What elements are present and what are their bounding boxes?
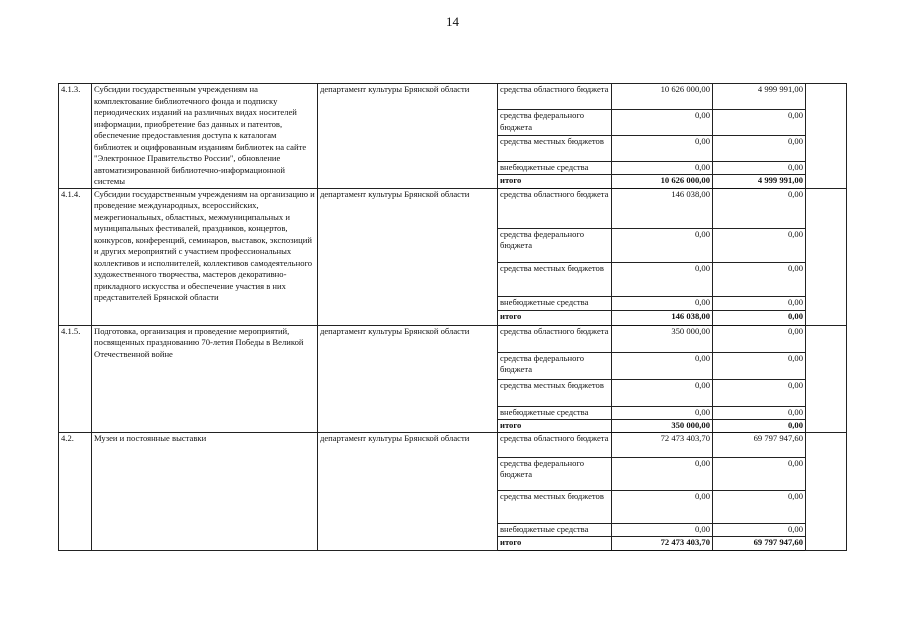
amount-actual: 0,00: [713, 490, 806, 523]
executor: департамент культуры Брянской области: [318, 188, 498, 325]
executor: департамент культуры Брянской области: [318, 84, 498, 189]
funding-source: итого: [498, 310, 612, 325]
amount-planned: 146 038,00: [612, 310, 713, 325]
amount-actual: 0,00: [713, 296, 806, 310]
funding-row: [59, 84, 847, 110]
funding-source: внебюджетные средства: [498, 162, 612, 175]
amount-actual: 0,00: [713, 523, 806, 536]
funding-source: внебюджетные средства: [498, 296, 612, 310]
amount-actual: 0,00: [713, 406, 806, 419]
item-number: 4.1.5.: [59, 325, 92, 432]
funding-row: [59, 188, 847, 228]
funding-source: внебюджетные средства: [498, 406, 612, 419]
funding-row: [59, 432, 847, 457]
funding-source: средства местных бюджетов: [498, 490, 612, 523]
empty-cell: [806, 188, 847, 325]
amount-actual: 0,00: [713, 136, 806, 162]
amount-planned: 0,00: [612, 523, 713, 536]
item-number: 4.1.3.: [59, 84, 92, 189]
amount-planned: 0,00: [612, 296, 713, 310]
amount-planned: 10 626 000,00: [612, 84, 713, 110]
amount-actual: 0,00: [713, 310, 806, 325]
funding-source: средства областного бюджета: [498, 432, 612, 457]
amount-planned: 0,00: [612, 162, 713, 175]
funding-source: средства областного бюджета: [498, 188, 612, 228]
amount-planned: 146 038,00: [612, 188, 713, 228]
amount-planned: 0,00: [612, 262, 713, 296]
amount-planned: 0,00: [612, 490, 713, 523]
funding-source: средства федерального бюджета: [498, 110, 612, 136]
amount-planned: 10 626 000,00: [612, 175, 713, 188]
amount-planned: 350 000,00: [612, 419, 713, 432]
amount-actual: 0,00: [713, 419, 806, 432]
item-number: 4.1.4.: [59, 188, 92, 325]
funding-source: средства федерального бюджета: [498, 457, 612, 490]
amount-planned: 0,00: [612, 110, 713, 136]
amount-actual: 4 999 991,00: [713, 84, 806, 110]
item-description: Музеи и постоянные выставки: [92, 432, 318, 550]
funding-source: средства местных бюджетов: [498, 262, 612, 296]
executor: департамент культуры Брянской области: [318, 432, 498, 550]
amount-planned: 72 473 403,70: [612, 536, 713, 550]
empty-cell: [806, 432, 847, 550]
page-number: 14: [446, 14, 459, 29]
amount-actual: 0,00: [713, 325, 806, 352]
amount-actual: 69 797 947,60: [713, 432, 806, 457]
funding-source: средства федерального бюджета: [498, 352, 612, 379]
funding-source: средства федерального бюджета: [498, 228, 612, 262]
funding-source: средства областного бюджета: [498, 84, 612, 110]
amount-actual: 0,00: [713, 352, 806, 379]
amount-actual: 4 999 991,00: [713, 175, 806, 188]
amount-actual: 69 797 947,60: [713, 536, 806, 550]
item-description: Субсидии государственным учреждениям на комплектование библиотечного фонда и подписку периодических изданий на различных видах носителей информации, приобретение баз данных и патентов, обеспечение предоставления доступа к каталогам библиотек и оцифрованным изданиям библиотек на сайте "Электронное Правительство России", обновление автоматизированной библиотечно-информационной системы: [92, 84, 318, 189]
funding-source: средства местных бюджетов: [498, 136, 612, 162]
funding-source: внебюджетные средства: [498, 523, 612, 536]
amount-planned: 0,00: [612, 228, 713, 262]
amount-actual: 0,00: [713, 228, 806, 262]
amount-actual: 0,00: [713, 162, 806, 175]
amount-planned: 350 000,00: [612, 325, 713, 352]
item-description: Подготовка, организация и проведение мероприятий, посвященных празднованию 70-летия Победы в Великой Отечественной войне: [92, 325, 318, 432]
amount-actual: 0,00: [713, 188, 806, 228]
item-description: Субсидии государственным учреждениям на организацию и проведение международных, всероссийских, межрегиональных, областных, межмуниципальных и муниципальных фестивалей, праздников, концертов, конкурсов, конференций, семинаров, выставок, экспозиций и других мероприятий с участием профессиональных коллективов и исполнителей, коллективов самодеятельного художественного творчества, мастеров декоративно-прикладного искусства и обеспечение участия в них представителей Брянской области: [92, 188, 318, 325]
funding-source: итого: [498, 536, 612, 550]
funding-source: итого: [498, 175, 612, 188]
funding-source: средства областного бюджета: [498, 325, 612, 352]
amount-actual: 0,00: [713, 379, 806, 406]
item-number: 4.2.: [59, 432, 92, 550]
amount-planned: 0,00: [612, 457, 713, 490]
funding-row: [59, 325, 847, 352]
budget-table: [58, 83, 847, 551]
executor: департамент культуры Брянской области: [318, 325, 498, 432]
amount-planned: 0,00: [612, 406, 713, 419]
amount-planned: 0,00: [612, 352, 713, 379]
amount-actual: 0,00: [713, 457, 806, 490]
amount-planned: 72 473 403,70: [612, 432, 713, 457]
amount-planned: 0,00: [612, 379, 713, 406]
funding-source: итого: [498, 419, 612, 432]
amount-actual: 0,00: [713, 110, 806, 136]
empty-cell: [806, 84, 847, 189]
amount-actual: 0,00: [713, 262, 806, 296]
empty-cell: [806, 325, 847, 432]
funding-source: средства местных бюджетов: [498, 379, 612, 406]
amount-planned: 0,00: [612, 136, 713, 162]
